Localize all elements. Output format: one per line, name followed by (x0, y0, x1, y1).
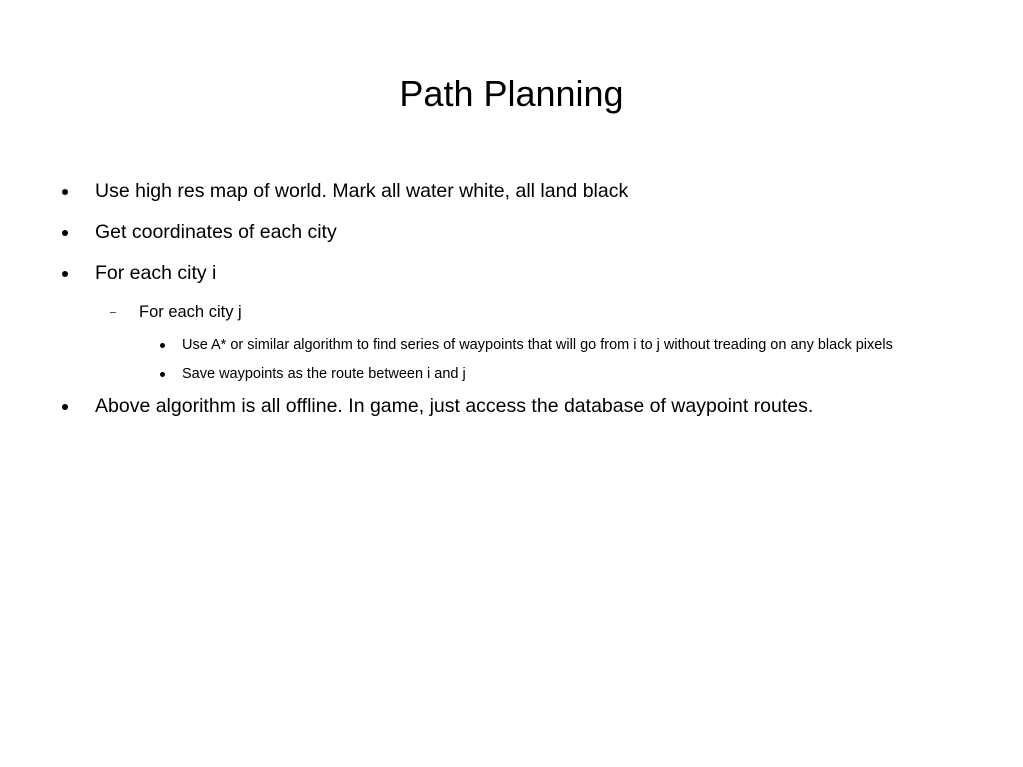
bullet-item (95, 220, 337, 244)
bullet-item (95, 261, 216, 285)
bullet-item (95, 179, 628, 203)
sub-bullet-item (139, 302, 242, 322)
bullet-text: For each city i (95, 262, 217, 284)
slide-title: Path Planning (399, 73, 624, 114)
bullet-dot-icon (62, 230, 68, 236)
bullet-text: Get coordinates of each city (95, 221, 337, 243)
bullet-dot-icon (62, 271, 68, 277)
sub-sub-bullet-text: Use A* or similar algorithm to find series of waypoints that will go from i to j without treading on any black pixels (182, 337, 893, 353)
bullet-dot-icon (160, 372, 165, 377)
bullet-text: Use high res map of world. Mark all water white, all land black (95, 180, 629, 202)
bullet-dot-icon (160, 343, 165, 348)
sub-sub-bullet-item (182, 336, 893, 354)
bullet-text: Above algorithm is all offline. In game, just access the database of waypoint routes. (95, 395, 814, 417)
sub-bullet-text: For each city j (139, 303, 242, 321)
bullet-dot-icon (62, 189, 68, 195)
bullet-item (95, 394, 813, 418)
bullet-dot-icon (62, 404, 68, 410)
dash-icon (110, 312, 116, 313)
sub-sub-bullet-item (182, 365, 466, 383)
sub-sub-bullet-text: Save waypoints as the route between i and j (182, 366, 466, 382)
